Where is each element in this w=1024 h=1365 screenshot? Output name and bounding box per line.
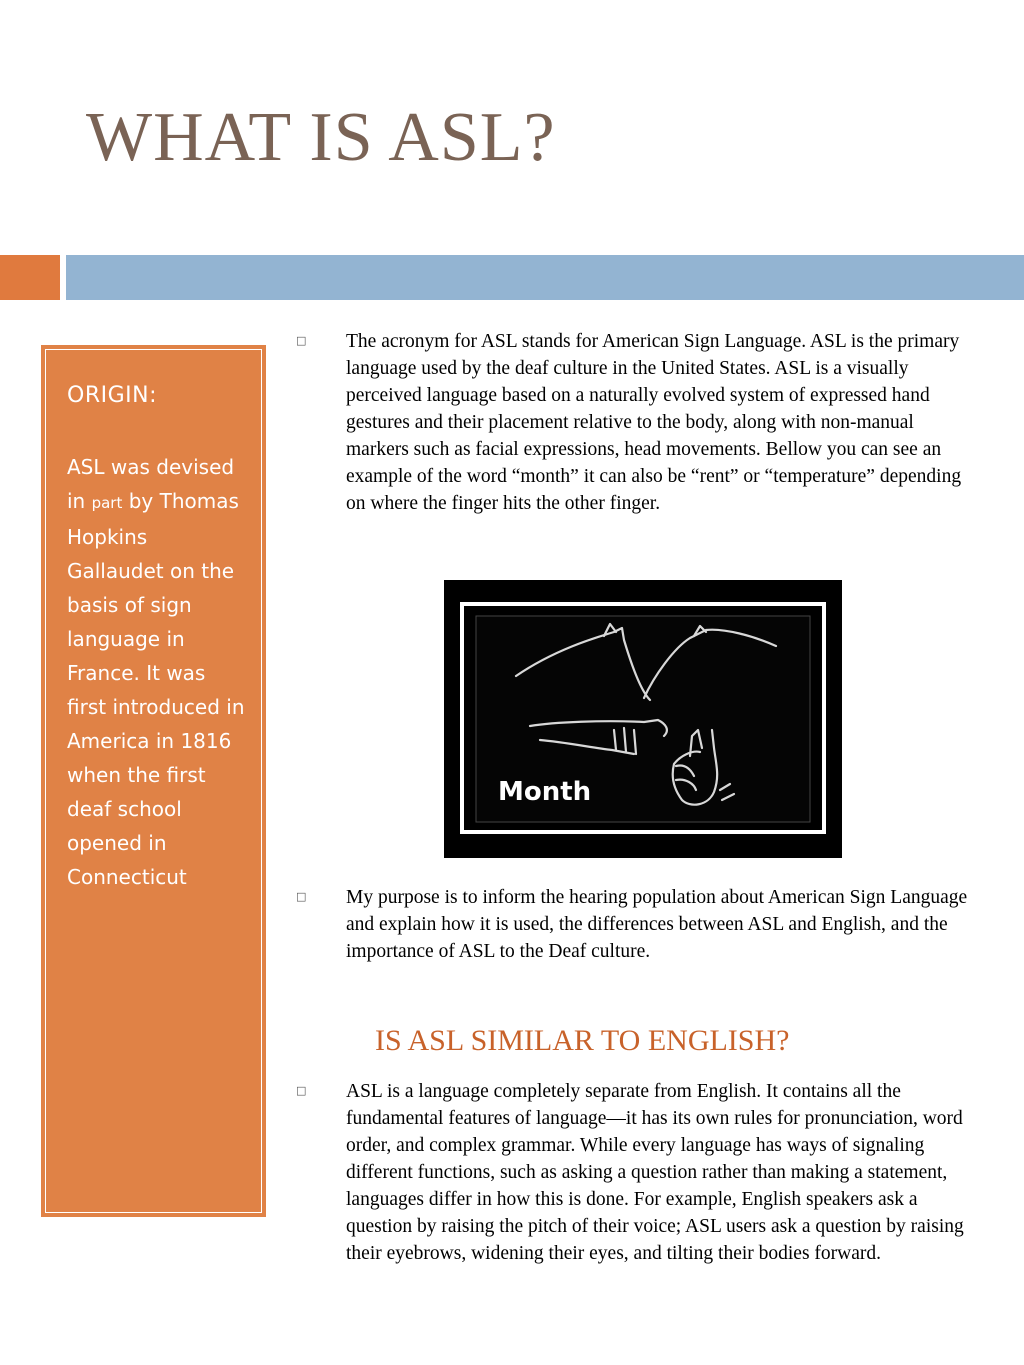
bullet-square-icon: □	[296, 1084, 307, 1097]
bullet-purpose	[296, 884, 968, 965]
origin-text-after: by Thomas Hopkins Gallaudet on the basis of sign language in France. It was first introduced in America in 1816 when the first deaf school opened in Connecticut	[67, 489, 245, 889]
month-sign-caption: Month	[498, 777, 592, 807]
accent-bar-blue	[66, 255, 1024, 300]
bullet-text: The acronym for ASL stands for American Sign Language. ASL is the primary language used by the deaf culture in the United States. ASL is a visually perceived language based on a naturally evolved system of expressed hand gestures and their placement relative to the body, along with non-manual markers such as facial expressions, head movements. Bellow you can see an example of the word “month” it can also be “rent” or “temperature” depending on where the finger hits the other finger.	[346, 331, 962, 514]
month-sign-image	[444, 580, 842, 858]
section-heading-similar-to-english: IS ASL SIMILAR TO ENGLISH?	[375, 1024, 790, 1057]
origin-text-small: part	[91, 494, 123, 512]
origin-text-before: ASL was devised in	[67, 455, 235, 513]
accent-bar-orange	[0, 255, 60, 300]
bullet-text: My purpose is to inform the hearing population about American Sign Language and explain how it is used, the differences between ASL and English, and the importance of ASL to the Deaf culture.	[346, 887, 968, 962]
origin-sidebar	[41, 345, 266, 1217]
hand-sign-month-illustration-icon	[444, 580, 842, 858]
bullet-square-icon: □	[296, 334, 307, 347]
bullet-text: ASL is a language completely separate from English. It contains all the fundamental features of language—it has its own rules for pronunciation, word order, and complex grammar. While every language has ways of signaling different functions, such as asking a question rather than making a statement, languages differ in how this is done. For example, English speakers ask a question by raising the pitch of their voice; ASL users ask a question by raising their eyebrows, widening their eyes, and tilting their bodies forward.	[346, 1081, 964, 1264]
bullet-asl-vs-english	[296, 1078, 968, 1267]
bullet-square-icon: □	[296, 890, 307, 903]
page-title: WHAT IS ASL?	[86, 99, 556, 176]
origin-sidebar-content	[67, 383, 247, 894]
bullet-asl-definition	[296, 328, 968, 517]
origin-heading: ORIGIN:	[67, 383, 157, 408]
origin-body	[67, 450, 247, 894]
